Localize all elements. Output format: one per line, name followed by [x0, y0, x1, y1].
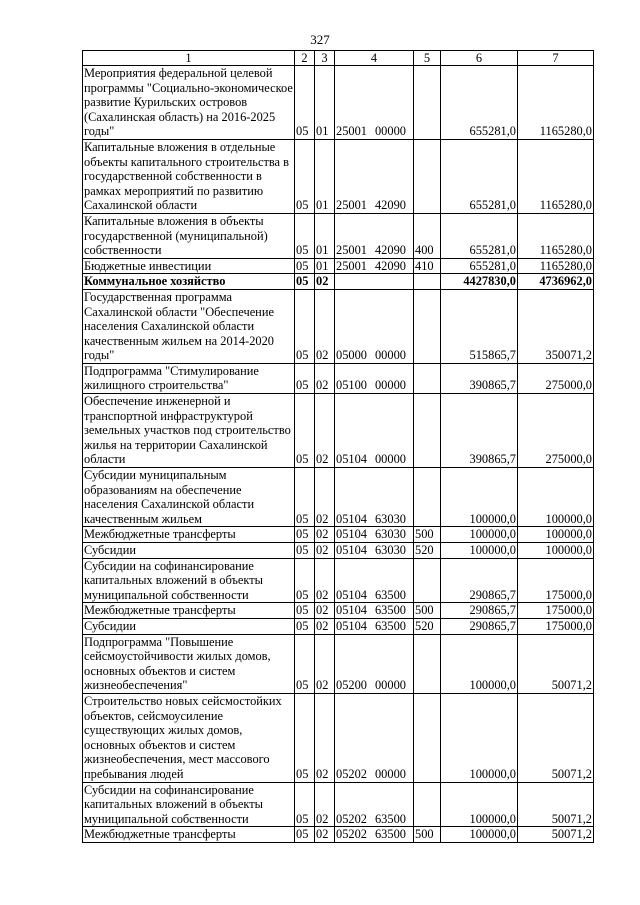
- row-name: Субсидии на софинансирование капитальных вложений в объекты муниципальной собственности: [83, 558, 295, 603]
- row-sum-second: 50071,2: [518, 782, 594, 827]
- row-sum-first: 390865,7: [441, 363, 518, 393]
- row-target-code-direction: 00000: [374, 124, 406, 139]
- row-sum-first: 100000,0: [441, 827, 518, 843]
- row-expense-type: [414, 394, 441, 468]
- row-name: Коммунальное хозяйство: [83, 274, 295, 290]
- row-sum-second: 4736962,0: [518, 274, 594, 290]
- col-header-sum-2020: 7: [518, 51, 594, 66]
- row-target-code: [335, 394, 414, 468]
- table-row: [83, 782, 594, 827]
- row-target-code-direction: 63500: [374, 811, 406, 826]
- row-subsection-code: 01: [315, 66, 335, 140]
- row-sum-first: 100000,0: [441, 468, 518, 527]
- row-expense-type: [414, 363, 441, 393]
- row-target-code: [335, 139, 414, 213]
- row-target-code-direction: 63500: [374, 618, 406, 633]
- row-expense-type: 410: [414, 258, 441, 274]
- row-name: Субсидии: [83, 543, 295, 559]
- row-section-code: 05: [295, 258, 315, 274]
- row-subsection-code: 02: [315, 394, 335, 468]
- row-subsection-code: 02: [315, 363, 335, 393]
- row-target-code-program: 05104: [336, 543, 367, 557]
- row-sum-second: 100000,0: [518, 543, 594, 559]
- table-row: [83, 258, 594, 274]
- row-target-code-program: 05104: [336, 511, 367, 526]
- row-target-code-direction: 42090: [374, 198, 406, 213]
- row-expense-type: [414, 634, 441, 693]
- row-subsection-code: 02: [315, 558, 335, 603]
- row-subsection-code: 02: [315, 618, 335, 634]
- row-name: Капитальные вложения в отдельные объекты капитального строительства в государственной собственности в рамках мероприятий по развитию Сахалинской области: [83, 139, 295, 213]
- row-target-code-program: 25001: [336, 124, 367, 139]
- row-sum-first: 100000,0: [441, 527, 518, 543]
- row-sum-first: 655281,0: [441, 139, 518, 213]
- table-row: [83, 603, 594, 619]
- row-target-code: [335, 558, 414, 603]
- row-expense-type: [414, 558, 441, 603]
- row-section-code: 05: [295, 468, 315, 527]
- row-target-code-program: 05202: [336, 811, 367, 826]
- row-sum-first: 100000,0: [441, 543, 518, 559]
- row-target-code-program: 25001: [336, 243, 367, 258]
- row-target-code-program: 05104: [336, 452, 367, 467]
- row-section-code: 05: [295, 394, 315, 468]
- row-expense-type: 400: [414, 213, 441, 258]
- row-subsection-code: 02: [315, 289, 335, 363]
- row-target-code-program: 05104: [336, 587, 367, 602]
- row-section-code: 05: [295, 363, 315, 393]
- row-subsection-code: 01: [315, 258, 335, 274]
- row-target-code-direction: 00000: [374, 348, 406, 363]
- row-target-code: [335, 468, 414, 527]
- row-name: Мероприятия федеральной целевой программы "Социально-экономическое развитие Курильских островов (Сахалинская область) на 2016-2025 годы": [84, 66, 293, 139]
- row-target-code: [335, 634, 414, 693]
- row-sum-first: 655281,0: [441, 258, 518, 274]
- row-target-code-program: 05104: [336, 527, 367, 542]
- row-expense-type: [414, 782, 441, 827]
- row-sum-second: 100000,0: [518, 527, 594, 543]
- row-sum-first: 290865,7: [441, 603, 518, 619]
- row-sum-second: 1165280,0: [518, 139, 594, 213]
- row-section-code: 05: [295, 139, 315, 213]
- row-expense-type: [414, 66, 441, 140]
- row-target-code: [335, 618, 414, 634]
- row-target-code-direction: 00000: [374, 678, 406, 693]
- row-sum-first: 100000,0: [441, 693, 518, 782]
- row-target-code: [335, 543, 414, 559]
- row-target-code: [335, 827, 414, 843]
- row-subsection-code: 02: [315, 527, 335, 543]
- row-sum-first: 100000,0: [441, 634, 518, 693]
- row-sum-first: 655281,0: [441, 213, 518, 258]
- table-row: [83, 527, 594, 543]
- row-sum-second: 50071,2: [518, 634, 594, 693]
- row-target-code-direction: 63030: [374, 511, 406, 526]
- row-target-code: [335, 693, 414, 782]
- row-sum-second: 275000,0: [518, 394, 594, 468]
- row-name: Капитальные вложения в объекты государственной (муниципальной) собственности: [83, 213, 295, 258]
- row-name: Межбюджетные трансферты: [83, 827, 295, 843]
- row-name: Государственная программа Сахалинской области "Обеспечение населения Сахалинской области качественным жильем на 2014-2020 годы": [83, 289, 295, 363]
- row-subsection-code: 02: [315, 274, 335, 290]
- row-name: Строительство новых сейсмостойких объектов, сейсмоусиление существующих жилых домов, основных объектов и систем жизнеобеспечения, мест массового пребывания людей: [83, 693, 295, 782]
- row-sum-first: 290865,7: [441, 618, 518, 634]
- row-target-code-direction: 00000: [374, 378, 406, 393]
- row-sum-second: 175000,0: [518, 558, 594, 603]
- row-expense-type: 520: [414, 618, 441, 634]
- row-target-code-direction: 63030: [374, 543, 406, 557]
- table-row: [83, 363, 594, 393]
- col-header-name: 1: [83, 51, 295, 66]
- row-target-code-program: 05202: [336, 766, 367, 781]
- row-section-code: 05: [295, 634, 315, 693]
- row-name: Межбюджетные трансферты: [83, 527, 295, 543]
- table-row: [83, 543, 594, 559]
- row-sum-second: 350071,2: [518, 289, 594, 363]
- row-subsection-code: 01: [315, 213, 335, 258]
- col-header-rz: 2: [295, 51, 315, 66]
- row-section-code: 05: [295, 213, 315, 258]
- row-sum-second: 50071,2: [518, 693, 594, 782]
- row-section-code: 05: [295, 782, 315, 827]
- table-row: [83, 827, 594, 843]
- row-target-code: [335, 258, 414, 274]
- row-expense-type: 500: [414, 527, 441, 543]
- row-target-code: [335, 782, 414, 827]
- row-name: Субсидии: [83, 618, 295, 634]
- row-sum-second: 1165280,0: [518, 258, 594, 274]
- row-sum-first: 655281,0: [441, 66, 518, 140]
- row-section-code: 05: [295, 274, 315, 290]
- row-target-code-direction: 00000: [374, 766, 406, 781]
- row-section-code: 05: [295, 693, 315, 782]
- row-name: Подпрограмма "Стимулирование жилищного строительства": [83, 363, 295, 393]
- row-sum-second: 275000,0: [518, 363, 594, 393]
- row-name: Субсидии муниципальным образованиям на обеспечение населения Сахалинской области качественным жильем: [83, 468, 295, 527]
- row-target-code: [335, 213, 414, 258]
- col-header-pr: 3: [315, 51, 335, 66]
- row-section-code: 05: [295, 66, 315, 140]
- row-target-code-program: 05104: [336, 618, 367, 633]
- row-name: Межбюджетные трансферты: [83, 603, 295, 619]
- row-sum-first: 290865,7: [441, 558, 518, 603]
- row-expense-type: 520: [414, 543, 441, 559]
- table-row: [83, 213, 594, 258]
- row-target-code: [335, 66, 414, 140]
- row-target-code-direction: 63500: [374, 587, 406, 602]
- row-target-code-program: 05100: [336, 378, 367, 393]
- budget-table: [82, 50, 594, 843]
- row-target-code-direction: 63500: [374, 603, 406, 618]
- table-row: [83, 693, 594, 782]
- row-sum-second: 175000,0: [518, 603, 594, 619]
- row-target-code-program: 05000: [336, 348, 367, 363]
- row-target-code: [335, 289, 414, 363]
- row-name: Обеспечение инженерной и транспортной инфраструктурой земельных участков под строительство жилья на территории Сахалинской области: [83, 394, 295, 468]
- row-target-code-program: 25001: [336, 258, 367, 273]
- table-row: [83, 274, 594, 290]
- row-expense-type: [414, 468, 441, 527]
- row-target-code-direction: 42090: [374, 258, 406, 273]
- row-sum-second: 1165280,0: [518, 213, 594, 258]
- col-header-sum-2019: 6: [441, 51, 518, 66]
- row-section-code: 05: [295, 543, 315, 559]
- row-target-code-program: 05200: [336, 678, 367, 693]
- row-expense-type: [414, 289, 441, 363]
- row-subsection-code: 02: [315, 693, 335, 782]
- row-section-code: 05: [295, 527, 315, 543]
- row-sum-first: 390865,7: [441, 394, 518, 468]
- row-section-code: 05: [295, 827, 315, 843]
- table-row: [83, 289, 594, 363]
- row-section-code: 05: [295, 289, 315, 363]
- row-expense-type: [414, 693, 441, 782]
- table-row: [83, 139, 594, 213]
- row-subsection-code: 01: [315, 139, 335, 213]
- row-sum-second: 1165280,0: [518, 66, 594, 140]
- row-sum-second: 175000,0: [518, 618, 594, 634]
- row-subsection-code: 02: [315, 634, 335, 693]
- col-header-vr: 5: [414, 51, 441, 66]
- row-sum-second: 50071,2: [518, 827, 594, 843]
- row-name: Субсидии на софинансирование капитальных вложений в объекты муниципальной собственности: [83, 782, 295, 827]
- row-target-code-program: 25001: [336, 198, 367, 213]
- row-expense-type: 500: [414, 603, 441, 619]
- row-target-code: [335, 274, 414, 290]
- table-row: [83, 634, 594, 693]
- row-sum-second: 100000,0: [518, 468, 594, 527]
- row-target-code-direction: 42090: [374, 243, 406, 258]
- row-subsection-code: 02: [315, 827, 335, 843]
- row-target-code-direction: 00000: [374, 452, 406, 467]
- col-header-csr: 4: [335, 51, 414, 66]
- row-name: Подпрограмма "Повышение сейсмоустойчивости жилых домов, основных объектов и систем жизнеобеспечения": [83, 634, 295, 693]
- row-subsection-code: 02: [315, 603, 335, 619]
- row-sum-first: 515865,7: [441, 289, 518, 363]
- row-target-code-direction: 63030: [374, 527, 406, 542]
- page-number: 327: [310, 32, 330, 47]
- table-row: [83, 66, 594, 140]
- row-name: Бюджетные инвестиции: [83, 258, 295, 274]
- row-target-code-program: 05104: [336, 603, 367, 618]
- row-target-code: [335, 527, 414, 543]
- table-row: [83, 558, 594, 603]
- table-row: [83, 468, 594, 527]
- table-row: [83, 618, 594, 634]
- row-subsection-code: 02: [315, 468, 335, 527]
- row-expense-type: 500: [414, 827, 441, 843]
- row-subsection-code: 02: [315, 543, 335, 559]
- header-row: [83, 51, 594, 66]
- row-target-code: [335, 363, 414, 393]
- row-section-code: 05: [295, 558, 315, 603]
- row-target-code-program: 05202: [336, 827, 367, 842]
- row-sum-first: 100000,0: [441, 782, 518, 827]
- table-row: [83, 394, 594, 468]
- row-target-code-direction: 63500: [374, 827, 406, 842]
- row-sum-first: 4427830,0: [441, 274, 518, 290]
- row-expense-type: [414, 274, 441, 290]
- row-section-code: 05: [295, 618, 315, 634]
- row-target-code: [335, 603, 414, 619]
- row-expense-type: [414, 139, 441, 213]
- row-section-code: 05: [295, 603, 315, 619]
- row-subsection-code: 02: [315, 782, 335, 827]
